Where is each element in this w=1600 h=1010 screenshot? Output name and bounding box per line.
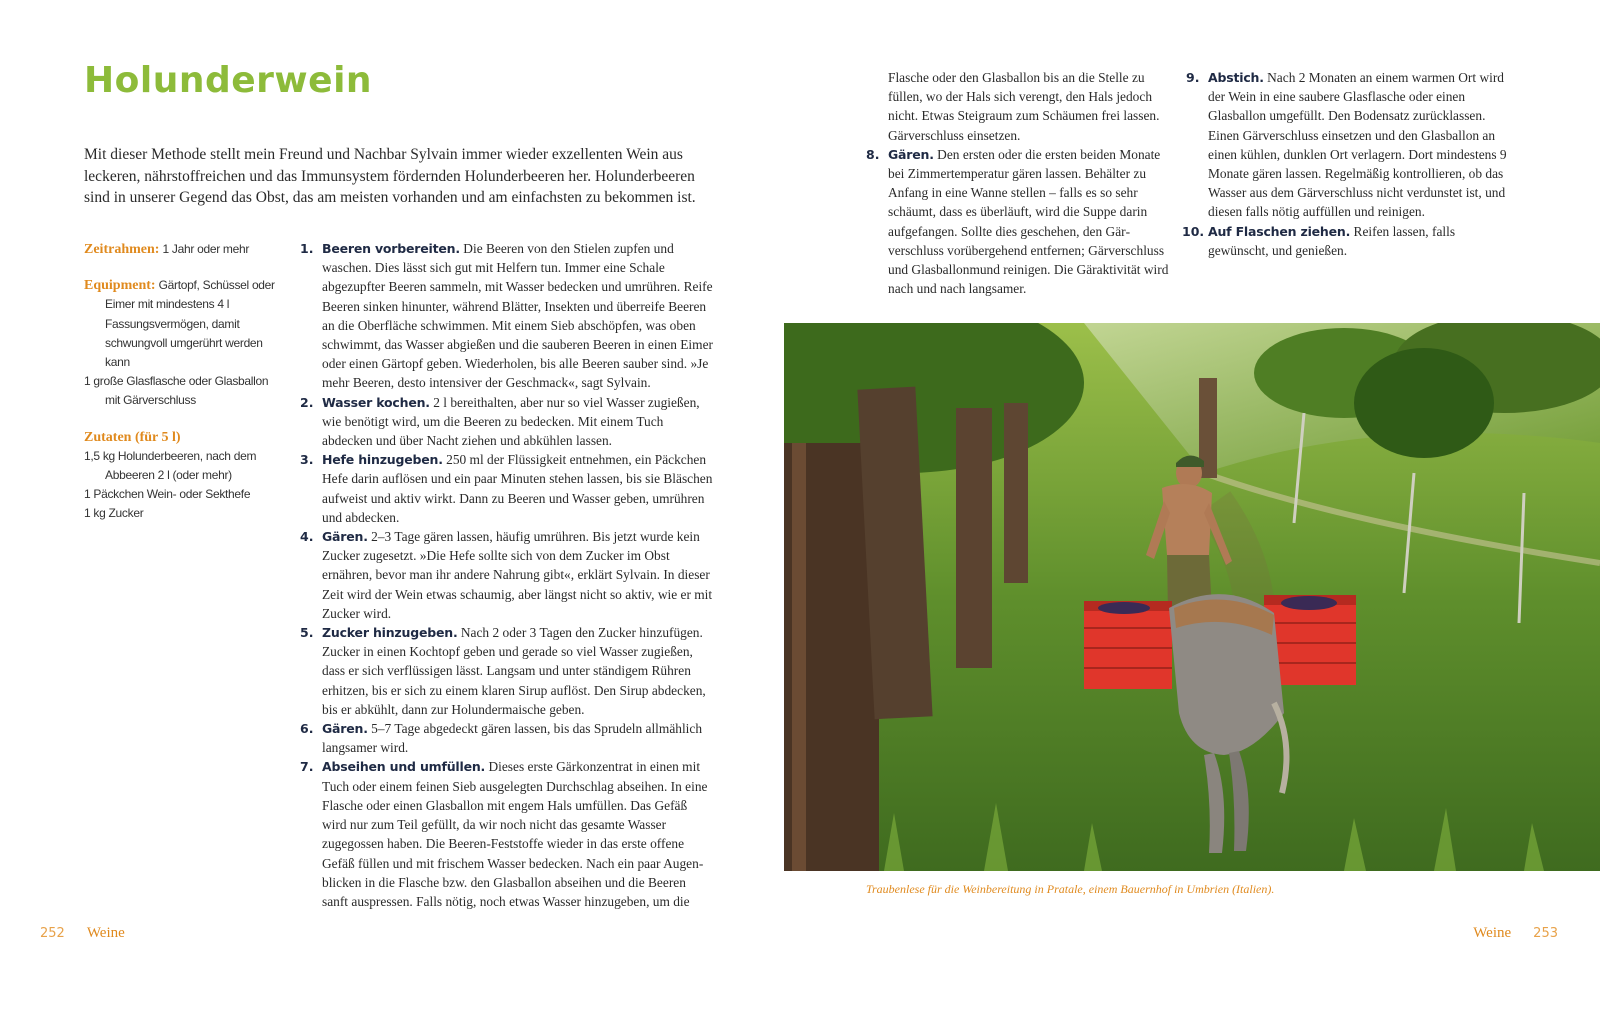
wooden-post-highlight (792, 443, 806, 871)
step-text: 5–7 Tage abgedeckt gären lassen, bis das Sprudeln allmählich langsamer wird. (322, 721, 703, 756)
step-item (300, 757, 715, 909)
step-heading: Gären. (888, 146, 934, 162)
step-heading: Hefe hinzugeben. (322, 452, 443, 468)
zeitrahmen-label: Zeitrahmen: (84, 242, 160, 257)
step-text: 2 l bereithalten, aber nur so viel Wasser zugießen, wie benötigt wird, um die Beeren zu bedecken. Mit einem Tuch abdecken und über Nacht ziehen und abkühlen lassen. (322, 394, 700, 449)
zeitrahmen-value: 1 Jahr oder mehr (162, 242, 250, 256)
step-number: 6. (300, 721, 314, 737)
step-continuation: Flasche oder den Glasballon bis an die Stelle zu füllen, wo der Hals sich verengt, den Hals jedoch nicht. Etwas Steigraum zum Schäumen frei lassen. Gärverschluss einsetzen. (888, 70, 1160, 143)
recipe-steps (300, 239, 715, 909)
page-number: 253 (1533, 926, 1558, 941)
step-heading: Gären. (322, 721, 368, 737)
step-text: 250 ml der Flüssigkeit entnehmen, ein Päckchen Hefe darin auflösen und ein paar Minuten stehen lassen, bis sie Bläschen aufweist und aktiv wirkt. Dann zu Beeren und Wasser geben, umrühren und abdecken. (322, 452, 713, 525)
equipment-label: Equipment: (84, 278, 156, 294)
step-heading: Abseihen und umfüllen. (322, 759, 486, 775)
grapes (1098, 602, 1150, 614)
step-heading: Abstich. (1208, 70, 1264, 85)
equipment-item: 1 große Glasflasche oder Glasballon mit Gärverschluss (84, 374, 269, 408)
zeitrahmen-block (84, 240, 284, 259)
step-number: 9. (1186, 70, 1200, 85)
vineyard-photo (784, 323, 1600, 871)
step-heading: Wasser kochen. (322, 394, 430, 410)
step-heading: Beeren vorbereiten. (322, 241, 460, 256)
zutaten-item: 1,5 kg Holunderbeeren, nach dem Abbeeren 2 l (oder mehr) (84, 448, 257, 483)
step-text: Reifen lassen, falls gewünscht, und genießen. (1208, 223, 1456, 258)
step-text: Dieses erste Gärkonzentrat in einen mit Tuch oder einem feinen Sieb ausgelegten Durchschlag abseihen. In eine Flasche oder einen Glasballon mit engem Hals umfüllen. Das Gefäß wird nur zum Teil gefüllt, da wir noch nicht das gesamte Wasser zugegossen haben. Die Beeren-Feststoffe wieder in das erste offene Gefäß füllen und mit frischem Wasser bedecken. Nach ein paar Augenblicken in die Flasche bzw. den Glasballon abseihen und die Beeren sanft auspressen. Falls nötig, noch etwas Wasser hinzugeben, um die (322, 759, 708, 909)
zutaten-item: 1 kg Zucker (84, 506, 144, 521)
zutaten-block (84, 428, 284, 524)
photo-caption: Traubenlese für die Weinbereitung in Pratale, einem Bauernhof in Umbrien (Italien). (866, 882, 1275, 896)
step-text: 2–3 Tage gären lassen, häufig umrühren. Bis jetzt wurde kein Zucker zugesetzt. »Die Hefe sollte sich von dem Zucker im Obst ernähren, bevor man ihr andere Nahrung gibt«, erklärt Sylvain. In dieser Zeit wird der Wein etwas schaumig, aber längst nicht so aktiv, wie er mit Zucker wird. (322, 529, 713, 621)
step-item (300, 239, 715, 393)
grapes (1281, 596, 1337, 610)
step-text: Nach 2 oder 3 Tagen den Zucker hinzufügen. Zucker in einen Kochtopf geben und gerade so viel Wasser zugießen, dass er sich verflüssigen lässt. Langsam und unter ständigem Rühren erhitzen, bis er sich zu einem klaren Sirup auflöst. Den Sirup abdecken, bis er abkühlt, dann zur Holundermaische geben. (322, 625, 706, 717)
red-crate (1084, 601, 1172, 689)
step-number: 3. (300, 452, 314, 468)
zutaten-label: Zutaten (für 5 l) (84, 429, 181, 445)
step-number: 10. (1182, 223, 1205, 239)
step-heading: Zucker hinzugeben. (322, 625, 458, 641)
equipment-item (84, 276, 284, 372)
step-item (866, 145, 1176, 299)
equipment-item-text: Gärtopf, Schüssel oder Eimer mit mindestens 4 l Fassungsvermögen, damit schwungvoll umgerührt werden kann (105, 278, 275, 370)
wooden-post (1004, 403, 1028, 583)
vineyard-illustration (784, 323, 1600, 871)
step-heading: Auf Flaschen ziehen. (1208, 223, 1351, 239)
step-number: 8. (866, 146, 880, 162)
step-item (1182, 222, 1516, 260)
step-item (300, 527, 715, 623)
step-heading: Gären. (322, 529, 368, 545)
equipment-block (84, 276, 284, 410)
step-item (1186, 68, 1516, 222)
man-torso (1162, 484, 1212, 555)
page-number: 252 (40, 926, 65, 941)
wooden-post (956, 408, 992, 668)
section-name: Weine (1473, 925, 1512, 941)
step-number: 2. (300, 394, 314, 410)
step-number: 5. (300, 625, 314, 641)
bush (1354, 348, 1494, 458)
step-number: 7. (300, 759, 314, 775)
recipe-sidebar (84, 240, 284, 541)
footer-right (1473, 925, 1558, 942)
footer-left (40, 925, 125, 942)
right-page (800, 0, 1600, 1010)
step-item (300, 393, 715, 451)
step-item (300, 719, 715, 757)
section-name: Weine (86, 925, 125, 941)
recipe-steps-right-col1 (866, 68, 1176, 298)
intro-paragraph: Mit dieser Methode stellt mein Freund und Nachbar Sylvain immer wieder exzellenten Wein aus leckeren, nährstoffreichen und das Immunsystem fördernden Holunderbeeren her. Holunderbeeren sind in unserer Gegend das Obst, das am meisten vorhanden und am einfachsten zu bekommen ist. (84, 146, 696, 206)
zutaten-item: 1 Päckchen Wein- oder Sekthefe (84, 487, 251, 502)
step-item (300, 450, 715, 527)
step-item (300, 623, 715, 719)
step-text: Nach 2 Monaten an einem warmen Ort wird der Wein in eine saubere Glasflasche oder einen Glasballon umgefüllt. Den Bodensatz zurücklassen. Einen Gärverschluss einsetzen und den Glasballon an einen kühlen, dunklen Ort verlagern. Dort mindestens 9 Monate gären lassen. Regelmäßig kontrollieren, ob das Wasser aus dem Gärverschluss nicht verdunstet ist, und diesen falls nötig auffüllen und reinigen. (1208, 70, 1507, 220)
step-text: Den ersten oder die ersten beiden Monate bei Zimmertemperatur gären lassen. Behälter zu Anfang in eine Wanne stellen – falls es so sehr schäumt, dass es überläuft, wird die Suppe darin aufgefangen. Sollte dies geschehen, den Gärverschluss vorübergehend entfernen; Gärverschluss und Glasballonmund reinigen. Die Gäraktivität wird nach und nach langsamer. (888, 146, 1169, 297)
recipe-steps-right-col2 (1182, 68, 1516, 260)
step-number: 4. (300, 529, 314, 545)
recipe-title: Holunderwein (84, 60, 373, 101)
step-text: Die Beeren von den Stielen zupfen und waschen. Dies lässt sich gut mit Helfern tun. Immer eine Schale abgezupfter Beeren sammeln, mit Wasser bedecken und umrühren. Reife Beeren sinken hinunter, während Blätter, Insekten und überreife Beeren an die Oberfläche schwimmen. Mit einem Sieb abschöpfen, was oben schwimmt, das Wasser abgießen und die sauberen Beeren in einen Eimer oder einen Gärtopf geben. Wiederholen, bis alle Beeren sauber sind. »Je mehr Beeren, desto intensiver der Geschmack«, sagt Sylvain. (322, 241, 713, 391)
step-number: 1. (300, 241, 314, 256)
